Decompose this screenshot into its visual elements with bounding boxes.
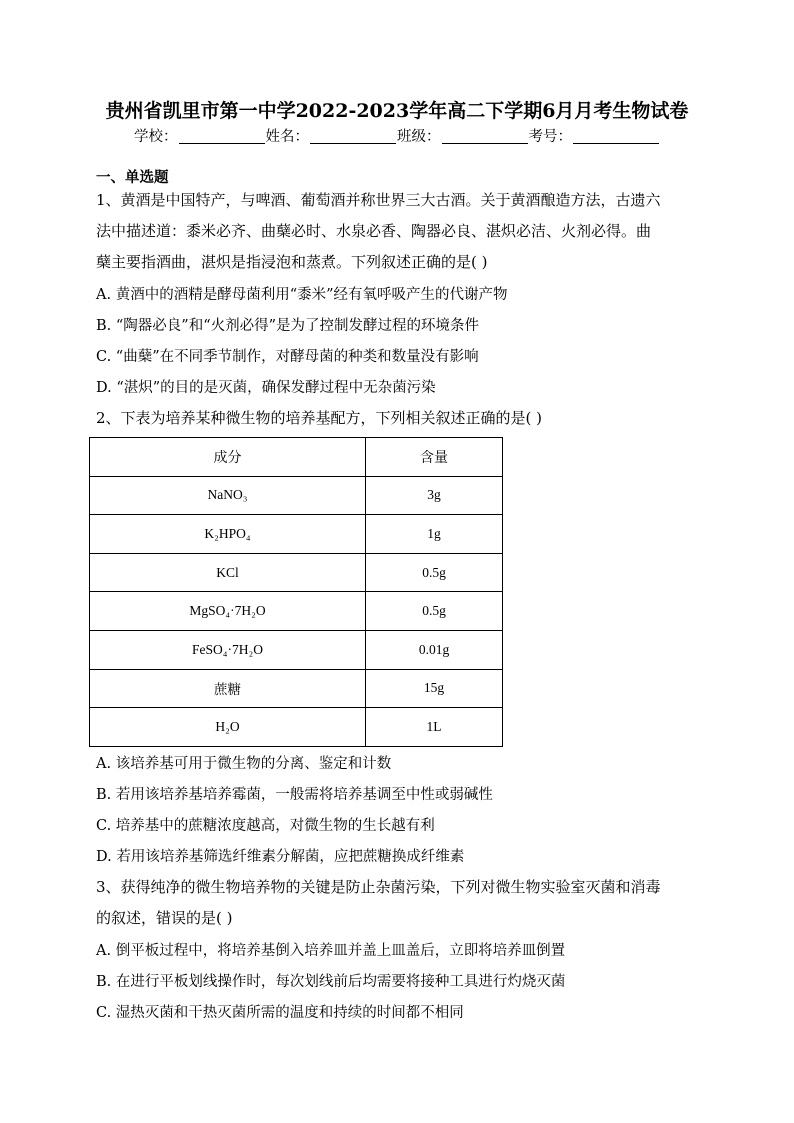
q2-option-c: C. 培养基中的蔗糖浓度越高，对微生物的生长越有利: [96, 818, 435, 834]
table-header-row: [90, 438, 503, 477]
ingredient-cell: 蔗糖: [90, 669, 366, 708]
q3-option-c: C. 湿热灭菌和干热灭菌所需的温度和持续的时间都不相同: [96, 1005, 464, 1021]
amount-cell: 1g: [366, 515, 503, 554]
student-info-line: [0, 125, 794, 146]
amount-cell: 0.5g: [366, 553, 503, 592]
id-blank: [573, 129, 659, 144]
table-row: [90, 553, 503, 592]
table-row: [90, 592, 503, 631]
ingredient-cell: MgSO₄·7H₂O: [90, 592, 366, 631]
table-row: [90, 708, 503, 747]
amount-cell: 0.5g: [366, 592, 503, 631]
table-header-ingredient: 成分: [90, 438, 366, 477]
q2-option-a: A. 该培养基可用于微生物的分离、鉴定和计数: [96, 756, 392, 772]
id-label: 考号：: [528, 129, 572, 145]
ingredient-cell: NaNO₃: [90, 476, 366, 515]
school-label: 学校：: [134, 129, 178, 145]
q1-stem-line2: 法中描述道：黍米必齐、曲蘖必时、水泉必香、陶器必良、湛炽必洁、火剂必得。曲: [96, 222, 652, 240]
amount-cell: 15g: [366, 669, 503, 708]
section-heading: 一、单选题: [96, 169, 169, 186]
q3-option-b: B. 在进行平板划线操作时，每次划线前后均需要将接种工具进行灼烧灭菌: [96, 974, 566, 990]
q1-option-a: A. 黄酒中的酒精是酵母菌利用“黍米”经有氧呼吸产生的代谢产物: [96, 287, 508, 303]
ingredient-cell: KCl: [90, 553, 366, 592]
name-label: 姓名：: [265, 129, 309, 145]
q1-option-d: D. “湛炽”的目的是灭菌，确保发酵过程中无杂菌污染: [96, 380, 436, 396]
school-blank: [179, 129, 265, 144]
culture-medium-table: [89, 437, 503, 747]
table-row: [90, 476, 503, 515]
ingredient-cell: H₂O: [90, 708, 366, 747]
q3-stem-line2: 的叙述，错误的是( ): [96, 909, 233, 927]
page-title: 贵州省凯里市第一中学2022-2023学年高二下学期6月月考生物试卷: [105, 100, 689, 122]
amount-cell: 3g: [366, 476, 503, 515]
name-blank: [310, 129, 396, 144]
q2-option-b: B. 若用该培养基培养霉菌，一般需将培养基调至中性或弱碱性: [96, 787, 493, 803]
table-header-amount: 含量: [366, 438, 503, 477]
table-row: [90, 515, 503, 554]
q1-option-c: C. “曲蘖”在不同季节制作，对酵母菌的种类和数量没有影响: [96, 349, 479, 365]
q1-option-b: B. “陶器必良”和“火剂必得”是为了控制发酵过程的环境条件: [96, 318, 480, 334]
q1-stem-line3: 蘖主要指酒曲，湛炽是指浸泡和蒸煮。下列叙述正确的是( ): [96, 253, 488, 271]
q3-option-a: A. 倒平板过程中，将培养基倒入培养皿并盖上皿盖后，立即将培养皿倒置: [96, 943, 566, 959]
table-row: [90, 630, 503, 669]
class-blank: [442, 129, 528, 144]
ingredient-cell: FeSO₄·7H₂O: [90, 630, 366, 669]
q1-stem-line1: 1、黄酒是中国特产，与啤酒、葡萄酒并称世界三大古酒。关于黄酒酿造方法，古遗六: [96, 191, 661, 209]
q2-stem: 2、下表为培养某种微生物的培养基配方，下列相关叙述正确的是( ): [96, 409, 543, 427]
ingredient-cell: K₂HPO₄: [90, 515, 366, 554]
q2-option-d: D. 若用该培养基筛选纤维素分解菌，应把蔗糖换成纤维素: [96, 849, 465, 865]
amount-cell: 1L: [366, 708, 503, 747]
amount-cell: 0.01g: [366, 630, 503, 669]
table-row: [90, 669, 503, 708]
q3-stem-line1: 3、获得纯净的微生物培养物的关键是防止杂菌污染，下列对微生物实验室灭菌和消毒: [96, 878, 661, 896]
class-label: 班级：: [397, 129, 441, 145]
